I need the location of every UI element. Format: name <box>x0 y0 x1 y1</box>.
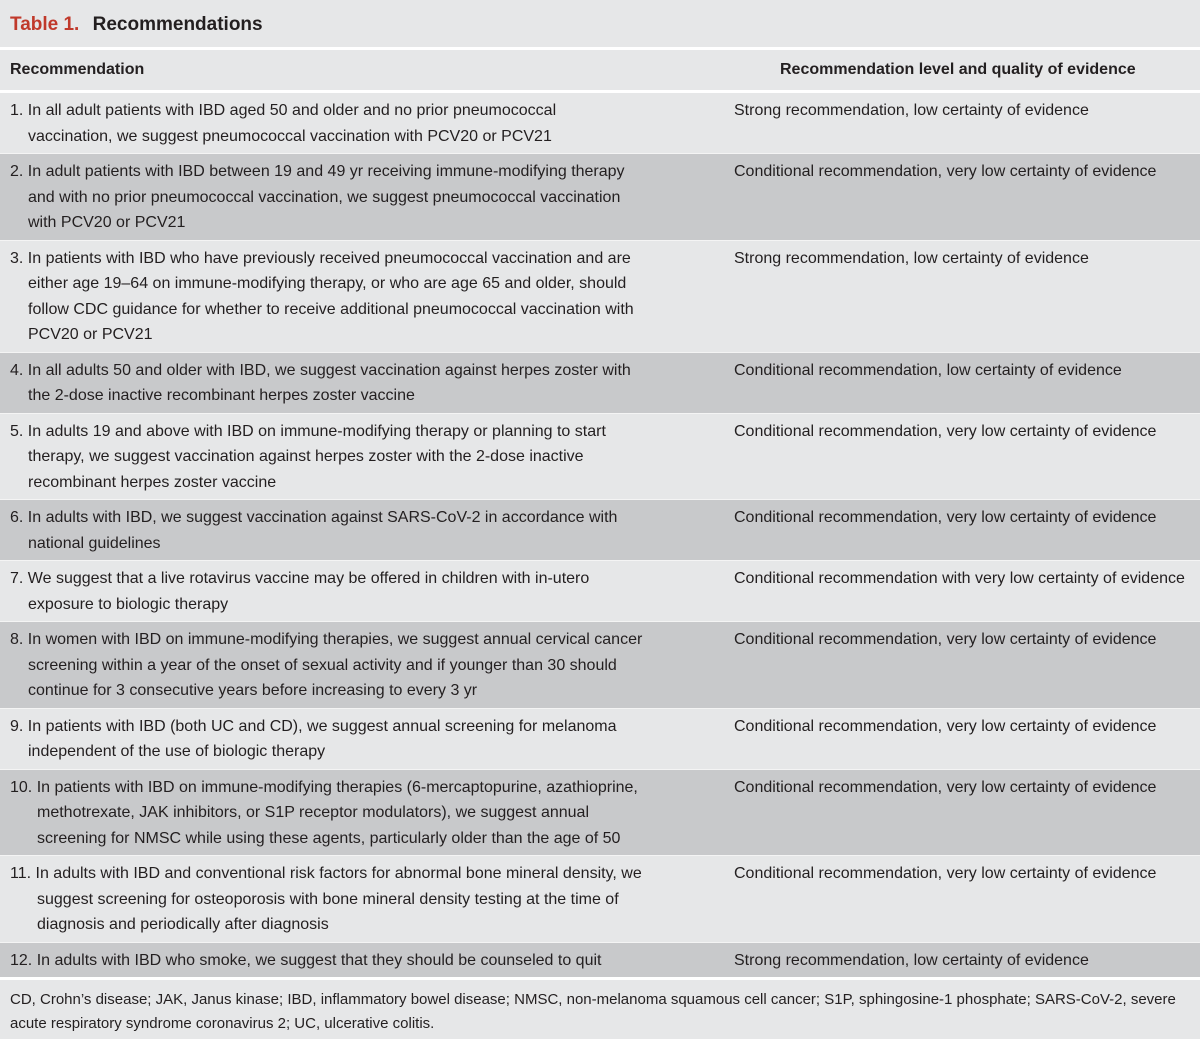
recommendation-text: 6. In adults with IBD, we suggest vaccination against SARS-CoV-2 in accordance with national guidelines <box>10 509 618 552</box>
evidence-level-cell: Conditional recommendation, very low certainty of evidence <box>724 769 1200 856</box>
table-number: Table 1. <box>10 14 80 35</box>
evidence-level-cell: Conditional recommendation with very low certainty of evidence <box>724 561 1200 622</box>
recommendation-text: 12. In adults with IBD who smoke, we suggest that they should be counseled to quit <box>10 951 602 969</box>
table-row <box>0 352 1200 413</box>
table-row <box>0 92 1200 154</box>
recommendations-table <box>0 50 1200 977</box>
recommendation-cell <box>0 942 724 977</box>
recommendation-cell <box>0 413 724 500</box>
recommendation-cell <box>0 154 724 241</box>
table-row <box>0 942 1200 977</box>
recommendation-text: 9. In patients with IBD (both UC and CD), we suggest annual screening for melanoma independent of the use of biologic therapy <box>10 717 617 760</box>
recommendation-text: 3. In patients with IBD who have previously received pneumococcal vaccination and are either age 19–64 on immune-modifying therapy, or who are age 65 and older, should follow CDC guidance for whether to receive additional pneumococcal vaccination with PCV20 or PCV21 <box>10 249 634 343</box>
table-footnote: CD, Crohn’s disease; JAK, Janus kinase; IBD, inflammatory bowel disease; NMSC, non-melanoma squamous cell cancer; S1P, sphingosine-1 phosphate; SARS-CoV-2, severe acute respiratory syndrome coronavirus 2; UC, ulcerative colitis. <box>0 977 1200 1036</box>
table-title: Recommendations <box>92 14 263 35</box>
recommendation-text: 2. In adult patients with IBD between 19 and 49 yr receiving immune-modifying therapy and with no prior pneumococcal vaccination, we suggest pneumococcal vaccination with PCV20 or PCV21 <box>10 163 625 231</box>
recommendation-cell <box>0 92 724 154</box>
recommendation-cell <box>0 561 724 622</box>
evidence-level-cell: Conditional recommendation, low certainty of evidence <box>724 352 1200 413</box>
recommendation-cell <box>0 500 724 561</box>
evidence-level-cell: Conditional recommendation, very low certainty of evidence <box>724 154 1200 241</box>
evidence-level-cell: Conditional recommendation, very low certainty of evidence <box>724 622 1200 709</box>
evidence-level-cell: Strong recommendation, low certainty of evidence <box>724 942 1200 977</box>
evidence-level-cell: Strong recommendation, low certainty of evidence <box>734 102 1089 119</box>
recommendation-text: 11. In adults with IBD and conventional risk factors for abnormal bone mineral density, we suggest screening for osteoporosis with bone mineral density testing at the time of diagnosis and periodically after diagnosis <box>10 865 642 933</box>
recommendation-cell <box>0 622 724 709</box>
recommendation-text: 10. In patients with IBD on immune-modifying therapies (6-mercaptopurine, azathioprine, methotrexate, JAK inhibitors, or S1P receptor modulators), we suggest annual screening for NMSC while using these agents, particularly older than the age of 50 <box>10 778 638 847</box>
recommendation-cell <box>0 769 724 856</box>
table-row <box>0 413 1200 500</box>
table-row <box>0 622 1200 709</box>
table-row <box>0 856 1200 943</box>
recommendation-cell <box>0 240 724 352</box>
recommendation-cell <box>0 352 724 413</box>
table-row <box>0 240 1200 352</box>
evidence-level-cell: Conditional recommendation, very low certainty of evidence <box>724 856 1200 943</box>
table-row <box>0 769 1200 856</box>
table-row <box>0 708 1200 769</box>
table-row <box>0 561 1200 622</box>
table-row <box>0 500 1200 561</box>
recommendation-cell <box>0 708 724 769</box>
evidence-level-cell: Conditional recommendation, very low certainty of evidence <box>724 500 1200 561</box>
recommendation-text: 7. We suggest that a live rotavirus vaccine may be offered in children with in-utero exposure to biologic therapy <box>10 570 590 613</box>
recommendation-text: 5. In adults 19 and above with IBD on immune-modifying therapy or planning to start therapy, we suggest vaccination against herpes zoster with the 2-dose inactive recombinant herpes zoster vaccine <box>10 422 606 491</box>
table-row <box>0 154 1200 241</box>
recommendation-text: 1. In all adult patients with IBD aged 50 and older and no prior pneumococcal vaccination, we suggest pneumococcal vaccination with PCV20 or PCV21 <box>10 102 557 145</box>
evidence-level-cell: Conditional recommendation, very low certainty of evidence <box>724 413 1200 500</box>
recommendation-text: 4. In all adults 50 and older with IBD, we suggest vaccination against herpes zoster with the 2-dose inactive recombinant herpes zoster vaccine <box>10 361 631 404</box>
table-body <box>0 92 1200 978</box>
header-row <box>0 50 1200 92</box>
table-caption <box>0 0 1200 50</box>
header-level: Recommendation level and quality of evidence <box>724 50 1200 92</box>
recommendation-cell <box>0 856 724 943</box>
evidence-level-cell: Conditional recommendation, very low certainty of evidence <box>724 708 1200 769</box>
recommendation-text: 8. In women with IBD on immune-modifying therapies, we suggest annual cervical cancer screening within a year of the onset of sexual activity and if younger than 30 should continue for 3 consecutive years before increasing to every 3 yr <box>10 631 643 699</box>
evidence-level-cell: Strong recommendation, low certainty of evidence <box>724 240 1200 352</box>
header-recommendation: Recommendation <box>0 50 724 92</box>
